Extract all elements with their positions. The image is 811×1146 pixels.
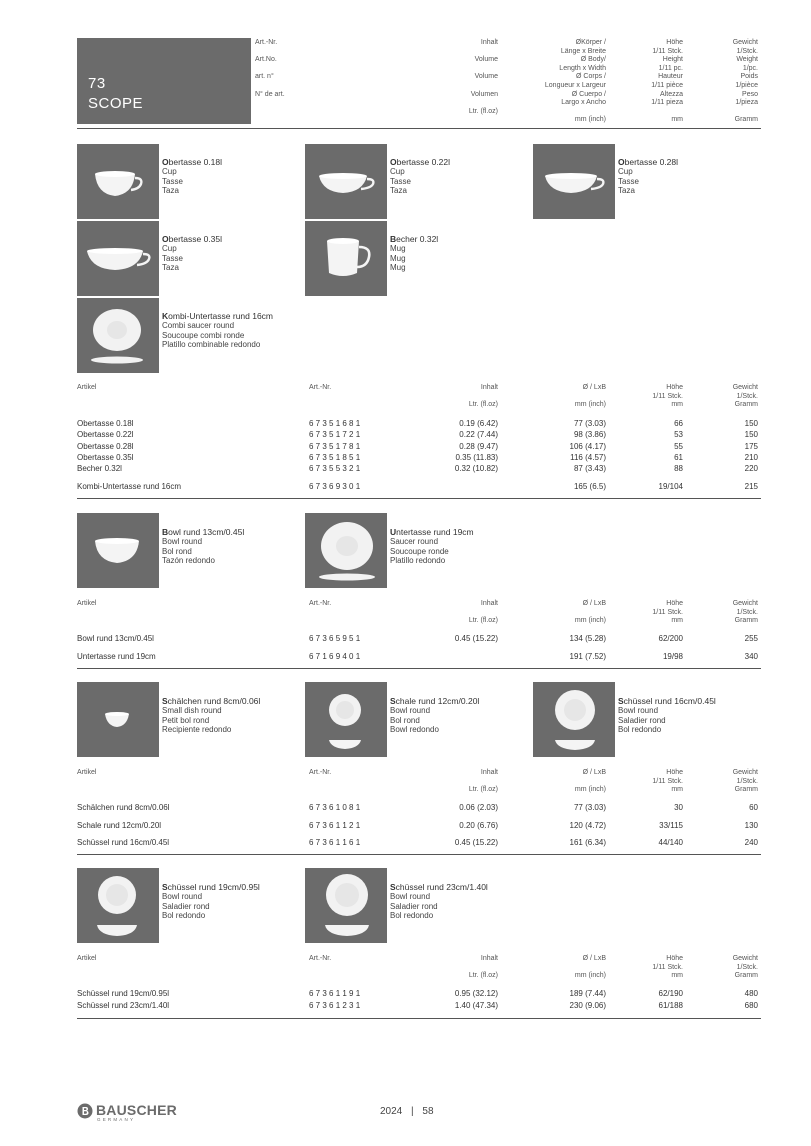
table-cell-inhalt: 0.06 (2.03) (459, 803, 498, 812)
table-cell-height: 19/98 (662, 652, 683, 661)
table-cell-name: Schale rund 12cm/0.20l (77, 821, 162, 830)
col-head-weight: Gewicht 1/Stck. Gramm (732, 955, 758, 979)
col-head-dim: Ø / LxB mm (inch) (574, 384, 606, 408)
table-cell-inhalt: 0.35 (11.83) (455, 453, 498, 462)
table-cell-inhalt: 0.95 (32.12) (454, 989, 498, 998)
table-cell-dim: 230 (9.06) (569, 1001, 606, 1010)
header-col-artnr: Art.-Nr. Art.No. art. n° N° de art. (255, 39, 285, 98)
table-cell-name: Becher 0.32l (77, 464, 122, 473)
table-cell-dim: 77 (3.03) (573, 803, 606, 812)
table-cell-weight: 340 (744, 652, 758, 661)
table-cell-height: 44/140 (658, 838, 683, 847)
table-cell-name: Schälchen rund 8cm/0.06l (77, 803, 170, 812)
series-title-block (77, 38, 251, 124)
table-cell-height: 62/190 (658, 989, 683, 998)
table-cell-inhalt: 0.22 (7.44) (459, 430, 498, 439)
col-head-inhalt: Inhalt Ltr. (fl.oz) (468, 955, 498, 979)
col-head-height: Höhe 1/11 Stck. mm (652, 600, 683, 624)
table-cell-height: 19/104 (658, 482, 683, 491)
section-rule (77, 668, 761, 669)
table-cell-dim: 106 (4.17) (569, 442, 606, 451)
table-cell-inhalt: 0.45 (15.22) (454, 838, 498, 847)
table-cell-inhalt: 0.20 (6.76) (459, 821, 498, 830)
table-cell-height: 66 (674, 419, 683, 428)
table-cell-name: Obertasse 0.35l (77, 453, 134, 462)
table-cell-artnr: 6 7 3 6 1 1 2 1 (309, 821, 361, 830)
table-cell-name: Schüssel rund 23cm/1.40l (77, 1001, 170, 1010)
col-head-artikel: Artikel (77, 384, 97, 391)
table-cell-artnr: 6 7 3 6 1 1 6 1 (309, 838, 361, 847)
table-cell-inhalt: 1.40 (47.34) (454, 1001, 498, 1010)
product-image-cup (305, 144, 387, 219)
product-image-bowl (77, 868, 159, 943)
section-rule (77, 498, 761, 499)
table-cell-dim: 134 (5.28) (569, 634, 606, 643)
table-cell-inhalt: 0.19 (6.42) (459, 419, 498, 428)
table-cell-dim: 87 (3.43) (573, 464, 606, 473)
bauscher-emblem-icon (77, 1103, 93, 1119)
series-name: SCOPE (88, 95, 144, 112)
table-cell-artnr: 6 7 3 6 1 1 9 1 (309, 989, 361, 998)
table-cell-dim: 161 (6.34) (569, 838, 606, 847)
product-label: Bowl rund 13cm/0.45l Bowl round Bol rond Tazón redondo (162, 527, 245, 566)
table-cell-name: Schüssel rund 16cm/0.45l (77, 838, 170, 847)
table-cell-weight: 210 (744, 453, 758, 462)
section-rule (77, 854, 761, 855)
table-cell-dim: 191 (7.52) (569, 652, 606, 661)
col-head-artikel: Artikel (77, 955, 97, 962)
table-cell-weight: 150 (744, 430, 758, 439)
table-cell-weight: 255 (744, 634, 758, 643)
product-label: Schüssel rund 23cm/1.40l Bowl round Saladier rond Bol redondo (390, 882, 488, 921)
product-label: Schale rund 12cm/0.20l Bowl round Bol rond Bowl redondo (390, 696, 480, 735)
table-cell-inhalt: 0.32 (10.82) (454, 464, 498, 473)
product-image-saucer (305, 513, 387, 588)
col-head-dim: Ø / LxB mm (inch) (574, 955, 606, 979)
table-cell-dim: 116 (4.57) (570, 453, 606, 462)
table-cell-height: 53 (674, 430, 683, 439)
table-cell-artnr: 6 7 3 6 1 2 3 1 (309, 1001, 361, 1010)
product-label: Schüssel rund 19cm/0.95l Bowl round Saladier rond Bol redondo (162, 882, 260, 921)
table-cell-dim: 165 (6.5) (573, 482, 606, 491)
col-head-dim: Ø / LxB mm (inch) (574, 600, 606, 624)
product-image-bowl (533, 682, 615, 757)
table-cell-artnr: 6 7 3 6 1 0 8 1 (309, 803, 361, 812)
table-cell-name: Kombi-Untertasse rund 16cm (77, 482, 182, 491)
table-cell-name: Untertasse rund 19cm (77, 652, 156, 661)
product-image-small-dish (77, 682, 159, 757)
col-head-dim: Ø / LxB mm (inch) (574, 769, 606, 793)
header-col-height: Höhe 1/11 Stck. Height 1/11 pc. Hauteur 1/11 pièce Altezza 1/11 pieza mm (651, 39, 683, 124)
series-number: 73 (88, 75, 106, 92)
product-label: Obertasse 0.18l Cup Tasse Taza (162, 157, 223, 196)
page-number: 58 (422, 1106, 434, 1117)
col-head-inhalt: Inhalt Ltr. (fl.oz) (468, 769, 498, 793)
product-image-cup (533, 144, 615, 219)
product-label: Kombi-Untertasse rund 16cm Combi saucer round Soucoupe combi ronde Platillo combinable redondo (162, 311, 274, 350)
table-cell-height: 61/188 (658, 1001, 683, 1010)
table-cell-artnr: 6 7 3 5 1 6 8 1 (309, 419, 361, 428)
col-head-height: Höhe 1/11 Stck. mm (652, 769, 683, 793)
col-head-artnr: Art.-Nr. (309, 955, 332, 962)
col-head-height: Höhe 1/11 Stck. mm (652, 955, 683, 979)
table-cell-weight: 215 (744, 482, 758, 491)
table-cell-height: 88 (674, 464, 683, 473)
col-head-weight: Gewicht 1/Stck. Gramm (732, 600, 758, 624)
table-cell-height: 62/200 (658, 634, 683, 643)
table-cell-weight: 150 (744, 419, 758, 428)
col-head-artnr: Art.-Nr. (309, 384, 332, 391)
table-cell-artnr: 6 7 3 5 1 7 2 1 (309, 430, 361, 439)
col-head-artikel: Artikel (77, 600, 97, 607)
table-cell-height: 30 (674, 803, 683, 812)
table-cell-height: 33/115 (659, 821, 683, 830)
col-head-weight: Gewicht 1/Stck. Gramm (732, 384, 758, 408)
product-image-bowl (305, 682, 387, 757)
table-cell-dim: 120 (4.72) (569, 821, 606, 830)
header-rule (77, 128, 761, 129)
table-cell-dim: 77 (3.03) (573, 419, 606, 428)
page-footer (380, 1106, 434, 1117)
product-label: Obertasse 0.22l Cup Tasse Taza (390, 157, 451, 196)
product-image-bowl (305, 868, 387, 943)
table-cell-weight: 480 (744, 989, 758, 998)
table-cell-height: 55 (674, 442, 683, 451)
product-label: Schüssel rund 16cm/0.45l Bowl round Saladier rond Bol redondo (618, 696, 716, 735)
table-cell-weight: 130 (744, 821, 758, 830)
table-cell-weight: 220 (744, 464, 758, 473)
table-cell-height: 61 (674, 453, 683, 462)
product-label: Schälchen rund 8cm/0.06l Small dish round Petit bol rond Recipiente redondo (162, 696, 261, 735)
product-image-cup (77, 221, 159, 296)
table-cell-artnr: 6 7 3 6 9 3 0 1 (309, 482, 361, 491)
table-cell-name: Schüssel rund 19cm/0.95l (77, 989, 170, 998)
col-head-inhalt: Inhalt Ltr. (fl.oz) (468, 600, 498, 624)
product-label: Untertasse rund 19cm Saucer round Soucoupe ronde Platillo redondo (390, 527, 474, 566)
header-col-inhalt: Inhalt Volume Volume Volumen Ltr. (fl.oz) (468, 39, 498, 115)
col-head-height: Höhe 1/11 Stck. mm (652, 384, 683, 408)
header-col-weight: Gewicht 1/Stck. Weight 1/pc. Poids 1/pièce Peso 1/pieza Gramm (732, 39, 758, 124)
table-cell-name: Obertasse 0.28l (77, 442, 134, 451)
product-label: Becher 0.32l Mug Mug Mug (390, 234, 439, 273)
table-cell-inhalt: 0.45 (15.22) (454, 634, 498, 643)
table-cell-name: Obertasse 0.22l (77, 430, 134, 439)
col-head-artnr: Art.-Nr. (309, 600, 332, 607)
section-rule (77, 1018, 761, 1019)
col-head-inhalt: Inhalt Ltr. (fl.oz) (468, 384, 498, 408)
table-cell-weight: 60 (749, 803, 758, 812)
table-cell-dim: 98 (3.86) (573, 430, 606, 439)
product-label: Obertasse 0.28l Cup Tasse Taza (618, 157, 679, 196)
table-cell-artnr: 6 7 1 6 9 4 0 1 (309, 652, 361, 661)
table-cell-name: Obertasse 0.18l (77, 419, 134, 428)
product-image-bowl (77, 513, 159, 588)
footer-separator: | (411, 1106, 414, 1117)
table-cell-artnr: 6 7 3 5 1 7 8 1 (309, 442, 361, 451)
table-cell-inhalt: 0.28 (9.47) (459, 442, 498, 451)
table-cell-weight: 240 (744, 838, 758, 847)
table-cell-weight: 680 (744, 1001, 758, 1010)
header-col-dim: ØKörper / Länge x Breite Ø Body/ Length x Width Ø Corps / Longueur x Largeur Ø Cuerpo / Largo x Ancho mm (inch) (544, 39, 606, 124)
table-cell-artnr: 6 7 3 6 5 9 5 1 (309, 634, 361, 643)
brand-country: GERMANY (97, 1117, 136, 1122)
product-image-saucer (77, 298, 159, 373)
product-image-mug (305, 221, 387, 296)
table-cell-name: Bowl rund 13cm/0.45l (77, 634, 154, 643)
table-cell-dim: 189 (7.44) (569, 989, 606, 998)
col-head-weight: Gewicht 1/Stck. Gramm (732, 769, 758, 793)
catalog-year: 2024 (380, 1106, 403, 1117)
col-head-artnr: Art.-Nr. (309, 769, 332, 776)
col-head-artikel: Artikel (77, 769, 97, 776)
table-cell-artnr: 6 7 3 5 5 3 2 1 (309, 464, 361, 473)
table-cell-weight: 175 (744, 442, 758, 451)
brand-name: BAUSCHER (96, 1102, 177, 1118)
product-image-cup (77, 144, 159, 219)
product-label: Obertasse 0.35l Cup Tasse Taza (162, 234, 223, 273)
table-cell-artnr: 6 7 3 5 1 8 5 1 (309, 453, 361, 462)
